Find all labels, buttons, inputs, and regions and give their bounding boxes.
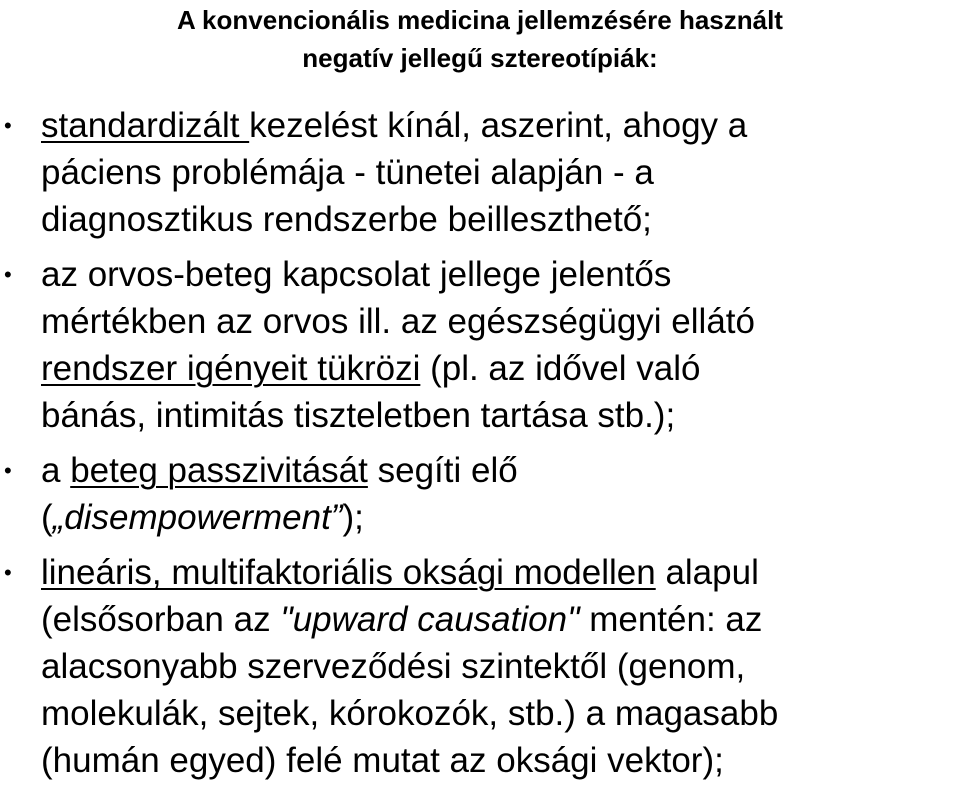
bullet-text: (pl. az idővel való xyxy=(420,349,701,388)
bullet-text: mentén: az xyxy=(579,600,763,639)
bullet-line: (humán egyed) felé mutat az oksági vektor); xyxy=(41,741,724,780)
bullet-text: (elsősorban az xyxy=(41,600,281,639)
bullet-item-standardized-treatment xyxy=(0,102,960,243)
bullet-line xyxy=(41,596,960,643)
bullet-line: mértékben az orvos ill. az egészségügyi ellátó xyxy=(41,302,755,341)
bullet-line xyxy=(41,549,960,596)
bullet-text: kezelést kínál, aszerint, ahogy a xyxy=(249,106,748,145)
bullet-line: páciens problémája - tünetei alapján - a xyxy=(41,153,654,192)
bullet-item-patient-passivity xyxy=(0,447,960,541)
bullet-line xyxy=(41,494,960,541)
bullet-line: molekulák, sejtek, kórokozók, stb.) a magasabb xyxy=(41,694,779,733)
bullet-text: a xyxy=(41,451,71,490)
italic-text: „disempowerment” xyxy=(52,498,343,537)
bullet-line: az orvos-beteg kapcsolat jellege jelentős xyxy=(41,255,672,294)
bullet-text: segíti elő xyxy=(367,451,518,490)
bullet-line: diagnosztikus rendszerbe beilleszthető; xyxy=(41,200,652,239)
underlined-text: beteg passzivitását xyxy=(70,451,368,490)
underlined-text: standardizált xyxy=(41,106,250,145)
bullet-line: bánás, intimitás tiszteletben tartása stb.); xyxy=(41,396,676,435)
underlined-text: rendszer igényeit tükrözi xyxy=(41,349,421,388)
italic-text: "upward causation" xyxy=(280,600,580,639)
bullet-dot-icon: • xyxy=(4,560,12,585)
bullet-line: alacsonyabb szerveződési szintektől (genom, xyxy=(41,647,746,686)
bullet-dot-icon: • xyxy=(4,262,12,287)
underlined-text: lineáris, multifaktoriális oksági modellen xyxy=(41,553,656,592)
bullet-dot-icon: • xyxy=(4,113,12,138)
bullet-line xyxy=(41,102,960,149)
bullet-text: alapul xyxy=(655,553,759,592)
bullet-dot-icon: • xyxy=(4,458,12,483)
slide-title-line-1: A konvencionális medicina jellemzésére használt xyxy=(177,5,783,35)
slide-title xyxy=(0,0,960,77)
bullet-item-doctor-patient-relationship xyxy=(0,251,960,439)
slide-title-line-2: negatív jellegű sztereotípiák: xyxy=(302,43,658,73)
bullet-text: ); xyxy=(342,498,364,537)
bullet-line xyxy=(41,447,960,494)
bullet-item-causal-model xyxy=(0,549,960,784)
bullet-line xyxy=(41,345,960,392)
bullet-list xyxy=(0,102,960,792)
bullet-text: ( xyxy=(41,498,53,537)
